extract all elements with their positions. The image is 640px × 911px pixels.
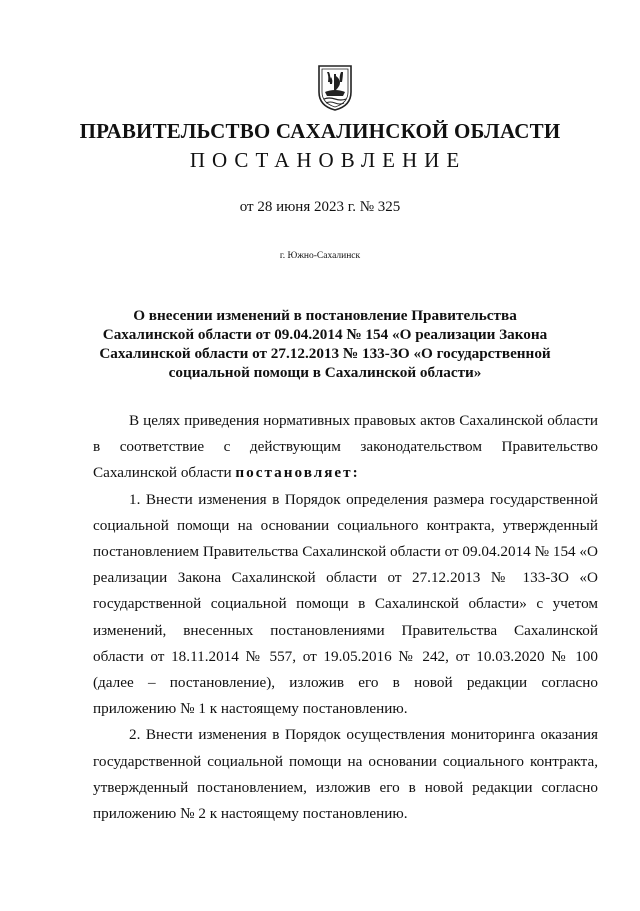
document-type: ПОСТАНОВЛЕНИЕ (189, 148, 467, 172)
preamble-paragraph (93, 408, 598, 487)
item-1-paragraph: 1. Внести изменения в Порядок определения размера государственной социальной помощи на основании социального контракта, утвержденный постановлением Правительства Сахалинской области от 09.04.2014 № 154 «О реализации Закона Сахалинской области от 27.12.2013 № 133-ЗО «О государственной социальной помощи в Сахалинской области» с учетом изменений, внесенных постановлениями Правительства Сахалинской области от 18.11.2014 № 557, от 19.05.2016 № 242, от 10.03.2020 № 100 (далее – постановление), изложив его в новой редакции согласно приложению № 1 к настоящему постановлению. (93, 490, 598, 718)
document-subject: О внесении изменений в постановление Правительства Сахалинской области от 09.04.2014 № 154 «О реализации Закона Сахалинской области от 27.12.2013 № 133-ЗО «О государственной социальной помощи в Сахалинской области» (99, 307, 551, 381)
sakhalin-coat-of-arms-icon (317, 62, 353, 112)
resolves-word: постановляет: (235, 464, 360, 482)
preamble-text: В целях приведения нормативных правовых актов Сахалинской области в соответствие с действующим законодательством Правительство Сахалинской области (93, 412, 598, 482)
city: г. Южно-Сахалинск (279, 251, 361, 261)
date-and-number: от 28 июня 2023 г. № 325 (239, 199, 401, 215)
government-title: ПРАВИТЕЛЬСТВО САХАЛИНСКОЙ ОБЛАСТИ (79, 119, 561, 143)
document-body (93, 408, 598, 827)
item-2-paragraph: 2. Внести изменения в Порядок осуществления мониторинга оказания государственной социальной помощи на основании социального контракта, утвержденный постановлением, изложив его в новой редакции согласно приложению № 2 к настоящему постановлению. (93, 726, 598, 823)
